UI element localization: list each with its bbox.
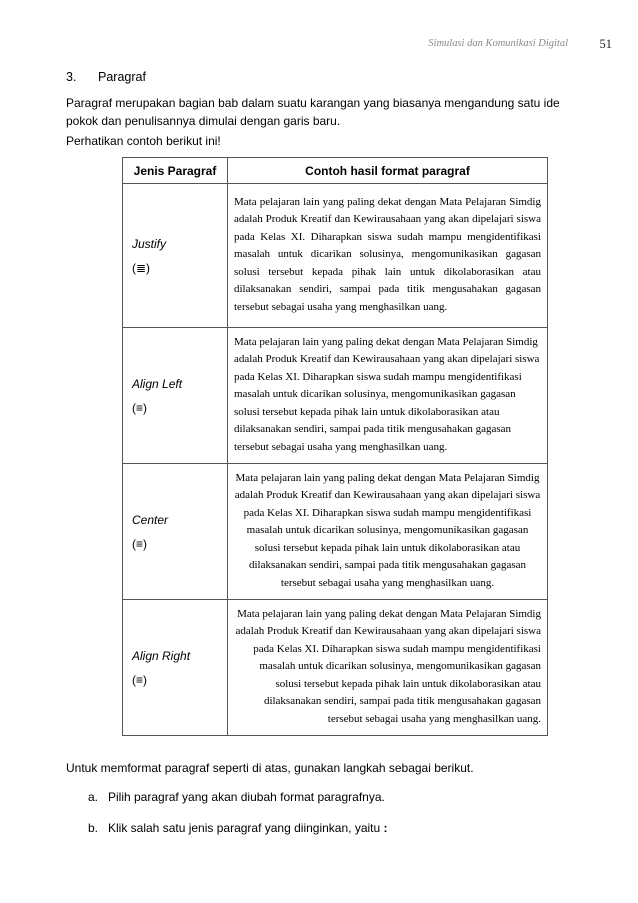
steps-intro: Untuk memformat paragraf seperti di atas, gunakan langkah sebagai berikut. bbox=[66, 761, 474, 775]
table-row bbox=[123, 328, 548, 464]
section-number: 3. bbox=[66, 70, 77, 84]
paragraph-type-label: Align Right bbox=[132, 648, 191, 663]
paragraph-type-cell bbox=[123, 328, 228, 464]
list-item-text: Pilih paragraf yang akan diubah format paragrafnya. bbox=[108, 790, 385, 804]
align-left-icon: (≡) bbox=[132, 400, 147, 415]
paragraph-type-cell bbox=[123, 184, 228, 328]
justify-icon: (≣) bbox=[132, 260, 151, 275]
example-text: Mata pelajaran lain yang paling dekat dengan Mata Pelajaran Simdig adalah Produk Kreatif dan Kewirausahaan yang akan dipelajari siswa pada Kelas XI. Diharapkan siswa sudah mampu mengidentifikasi masalah untuk dicarikan solusinya, mengomunikasikan gagasan solusi tersebut kepada pihak lain untuk dikolaborasikan atau dilaksanakan sendiri, sampai pada titik mengusahakan gagasan tersebut sebagai usaha yang menghasilkan uang. bbox=[228, 184, 548, 328]
column-header-type: Jenis Paragraf bbox=[123, 158, 228, 184]
paragraph-type-label: Align Left bbox=[132, 376, 183, 391]
align-right-icon: (≡) bbox=[132, 672, 147, 687]
page-header bbox=[0, 38, 638, 54]
table-row bbox=[123, 184, 548, 328]
table-row bbox=[123, 464, 548, 600]
example-text: Mata pelajaran lain yang paling dekat dengan Mata Pelajaran Simdig adalah Produk Kreatif dan Kewirausahaan yang akan dipelajari siswa pada Kelas XI. Diharapkan siswa sudah mampu mengidentifikasi masalah untuk dicarikan solusinya, mengomunikasikan gagasan solusi tersebut kepada pihak lain untuk dikolaborasikan atau dilaksanakan sendiri, sampai pada titik mengusahakan gagasan tersebut sebagai usaha yang menghasilkan uang. bbox=[228, 464, 548, 600]
section-heading bbox=[66, 70, 146, 84]
list-marker: a. bbox=[88, 790, 99, 804]
align-center-icon: (≡) bbox=[132, 536, 147, 551]
paragraph-type-label: Justify bbox=[132, 236, 167, 251]
list-item-text: Klik salah satu jenis paragraf yang diinginkan, yaitu bbox=[108, 821, 384, 835]
page-number: 51 bbox=[599, 37, 612, 51]
running-title: Simulasi dan Komunikasi Digital bbox=[428, 38, 568, 49]
list-marker: b. bbox=[88, 821, 99, 835]
example-text: Mata pelajaran lain yang paling dekat dengan Mata Pelajaran Simdig adalah Produk Kreatif dan Kewirausahaan yang akan dipelajari siswa pada Kelas XI. Diharapkan siswa sudah mampu mengidentifikasi masalah untuk dicarikan solusinya, mengomunikasikan gagasan solusi tersebut kepada pihak lain untuk dikolaborasikan atau dilaksanakan sendiri, sampai pada titik mengusahakan gagasan tersebut sebagai usaha yang menghasilkan uang. bbox=[228, 600, 548, 736]
example-intro: Perhatikan contoh berikut ini! bbox=[66, 134, 221, 148]
paragraph-type-label: Center bbox=[132, 512, 169, 527]
section-title: Paragraf bbox=[98, 70, 146, 84]
paragraph-type-cell bbox=[123, 464, 228, 600]
column-header-example: Contoh hasil format paragraf bbox=[228, 158, 548, 184]
list-item-suffix: : bbox=[383, 821, 388, 835]
table-header-row bbox=[123, 158, 548, 184]
example-text: Mata pelajaran lain yang paling dekat dengan Mata Pelajaran Simdig adalah Produk Kreatif dan Kewirausahaan yang akan dipelajari siswa pada Kelas XI. Diharapkan siswa sudah mampu mengidentifikasi masalah untuk dicarikan solusinya, mengomunikasikan gagasan solusi tersebut kepada pihak lain untuk dikolaborasikan atau dilaksanakan sendiri, sampai pada titik mengusahakan gagasan tersebut sebagai usaha yang menghasilkan uang. bbox=[228, 328, 548, 464]
paragraph-format-table bbox=[122, 157, 548, 736]
list-item bbox=[88, 790, 385, 804]
paragraph-type-cell bbox=[123, 600, 228, 736]
list-item bbox=[88, 821, 388, 835]
intro-paragraph: Paragraf merupakan bagian bab dalam suatu karangan yang biasanya mengandung satu ide pokok dan penulisannya dimulai dengan garis baru. bbox=[66, 96, 560, 128]
table-row bbox=[123, 600, 548, 736]
